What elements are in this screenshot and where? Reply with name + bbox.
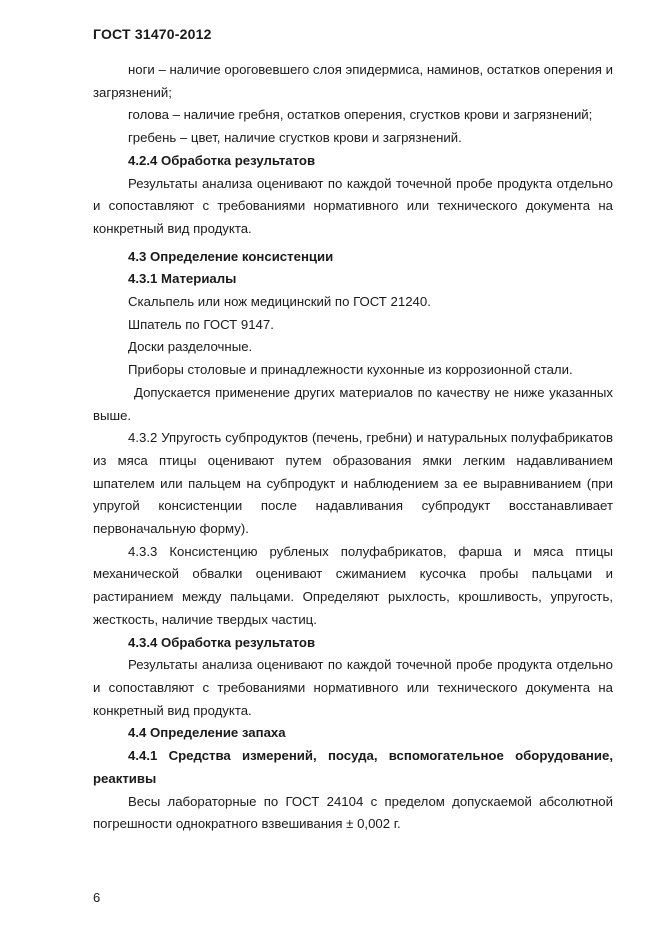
paragraph-scalpel: Скальпель или нож медицинский по ГОСТ 21240. (128, 294, 431, 310)
paragraph-scales: Весы лабораторные по ГОСТ 24104 с пределом допускаемой абсолютной погрешности однократного взвешивания ± 0,002 г. (93, 793, 613, 832)
paragraph-spatula: Шпатель по ГОСТ 9147. (128, 316, 274, 332)
paragraph-4-3-2: 4.3.2 Упругость субпродуктов (печень, гребни) и натуральных полуфабрикатов из мяса птицы оценивают путем образования ямки легким надавливанием шпателем или пальцем на субпродукт и наблюдением за ее выравниванием (при упругой консистенции после надавливания субпродукт восстанавливает первоначальную форму). (93, 430, 613, 537)
heading-4-2-4: 4.2.4 Обработка результатов (128, 152, 316, 168)
paragraph-other-materials: Допускается применение других материалов по качеству не ниже указанных выше. (93, 384, 613, 423)
heading-4-3-4: 4.3.4 Обработка результатов (128, 634, 316, 650)
page-number: 6 (93, 890, 101, 905)
heading-4-3-1: 4.3.1 Материалы (128, 271, 237, 287)
paragraph-legs: ноги – наличие ороговевшего слоя эпидермиса, наминов, остатков оперения и загрязнений; (93, 62, 613, 100)
heading-4-3: 4.3 Определение консистенции (128, 248, 334, 264)
document-body (93, 59, 613, 836)
heading-4-4-1: 4.4.1 Средства измерений, посуда, вспомогательное оборудование, реактивы (93, 748, 613, 786)
paragraph-comb: гребень – цвет, наличие сгустков крови и загрязнений. (128, 130, 462, 146)
paragraph-results-1: Результаты анализа оценивают по каждой точечной пробе продукта отдельно и сопоставляют с требованиями нормативного или технического документа на конкретный вид продукта. (93, 175, 613, 236)
paragraph-boards: Доски разделочные. (128, 339, 253, 355)
paragraph-results-2: Результаты анализа оценивают по каждой точечной пробе продукта отдельно и сопоставляют с требованиями нормативного или технического документа на конкретный вид продукта. (93, 657, 613, 718)
paragraph-4-3-3: 4.3.3 Консистенцию рубленых полуфабрикатов, фарша и мяса птицы механической обвалки оценивают сжиманием кусочка пробы пальцами и растиранием между пальцами. Определяют рыхлость, крошливость, упругость, жесткость, наличие твердых частиц. (93, 543, 613, 627)
paragraph-head: голова – наличие гребня, остатков оперения, сгустков крови и загрязнений; (128, 107, 593, 123)
paragraph-cutlery: Приборы столовые и принадлежности кухонные из коррозионной стали. (128, 362, 573, 378)
heading-4-4: 4.4 Определение запаха (128, 725, 286, 741)
document-header: ГОСТ 31470-2012 (93, 26, 212, 42)
